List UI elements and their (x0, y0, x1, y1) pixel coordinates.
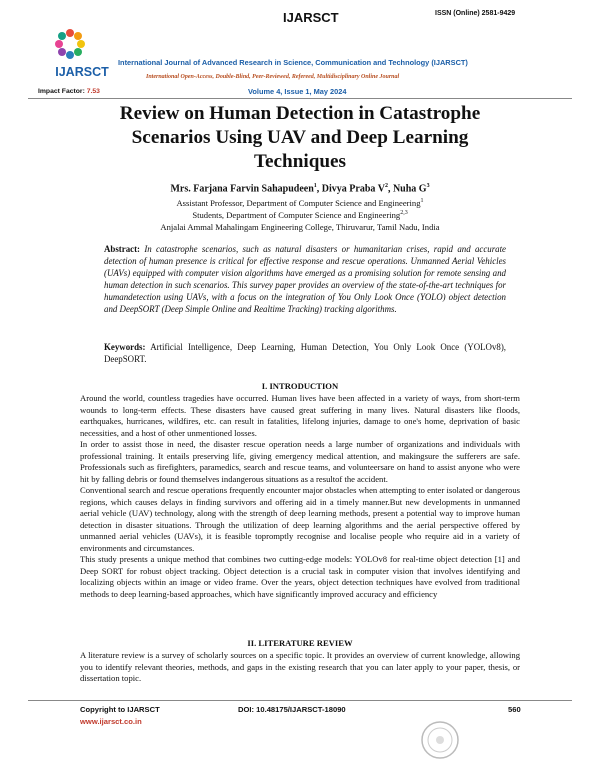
footer-doi[interactable]: DOI: 10.48175/IJARSCT-18090 (238, 705, 346, 714)
logo-wordmark: IJARSCT (55, 65, 109, 79)
author-name: Divya Praba V (321, 183, 385, 195)
footer-divider (28, 700, 572, 701)
paper-title (60, 102, 540, 174)
journal-name: International Journal of Advanced Research in Science, Communication and Technology (IJARSCT) (118, 58, 468, 67)
volume-issue: Volume 4, Issue 1, May 2024 (248, 87, 347, 96)
impact-factor-label: Impact Factor: (38, 88, 85, 95)
paragraph: This study presents a unique method that combines two cutting-edge models: YOLOv8 for real-time object detection [1] and Deep SORT for robust object tracking. Object detection is a crucial task in computer vision that involves identifying and localizing objects within an image or video frame. Over the years, object detection techniques have evolved from traditional methods to deep learning-based approaches, which have significantly improved accuracy and efficiency (80, 554, 520, 599)
footer-website-link[interactable]: www.ijarsct.co.in (80, 717, 142, 726)
abstract-text: In catastrophe scenarios, such as natural disasters or humanitarian crises, rapid and accurate detection of human presence is critical for effective response and rescue operations. Unmanned Aerial Vehicles (UAVs) equipped with computer vision algorithms have emerged as a promising solution for remote sensing and human detection in such scenarios. This survey paper provides an overview of the state-of-the-art techniques for humandetection using UAVs, with a focus on the integration of You Only Look Once (YOLO) object detection and DeepSORT (Deep Simple Online and Realtime Tracking) tracking algorithms. (104, 244, 506, 315)
section-heading: I. INTRODUCTION (261, 381, 339, 391)
authors: Mrs. Farjana Farvin Sahapudeen$^1$, Divya Praba $V^2$, Nuha $G^3$ (170, 183, 430, 195)
keywords (104, 341, 506, 365)
journal-brand: IJARSCT (283, 10, 339, 25)
impact-factor-value: 7.53 (86, 88, 100, 95)
introduction-body (80, 393, 520, 600)
footer-copyright: Copyright to IJARSCT (80, 705, 160, 714)
author-name: Mrs. Farjana Farvin Sahapudeen (170, 183, 314, 195)
title-line: Scenarios Using UAV and Deep Learning (131, 127, 469, 148)
impact-factor (38, 88, 100, 95)
open-access-line: International Open-Access, Double-Blind, Peer-Reviewed, Refereed, Multidisciplinary Online Journal (146, 74, 400, 80)
issn: ISSN (Online) 2581-9429 (435, 10, 516, 17)
title-line: Review on Human Detection in Catastrophe (119, 103, 481, 124)
affiliation: Assistant Professor, Department of Computer Science and Engineering$^1$ (176, 198, 424, 208)
section-heading: II. LITERATURE REVIEW (247, 638, 353, 648)
paragraph: Around the world, countless tragedies have occurred. Human lives have been affected in a variety of ways, from short-term wounds to long-term effects. These disasters have caused great suffering in many lives. Natural disasters like floods, earthquakes, hurricanes, wildfires, etc. can result in fatalities, lifelong injuries, damage to one's home, deprivation of basic necessities, and a host of other unmentioned losses. (80, 393, 520, 438)
title-line: Techniques (253, 151, 347, 172)
abstract-label: Abstract: (104, 244, 140, 254)
paragraph: Conventional search and rescue operations frequently encounter major obstacles when attempting to enter isolated or dangerous regions, which causes delays in finding survivors and offering aid in a timely manner.But new developments in unmanned aerial vehicle (UAV) technology, along with the strength of deep learning methods, present a potential way to improve human detection in disaster situations. Through the utilization of deep learning algorithms and the aerial perspective offered by unmanned aerial vehicles (UAVs), it is feasible topromptly recognise and localise people who require aid in a variety of environments and circumstances. (80, 485, 520, 553)
keywords-label: Keywords: (104, 342, 146, 352)
literature-review-body (80, 650, 520, 685)
affiliation: Students, Department of Computer Science and Engineering$^{2,3}$ (192, 210, 408, 220)
page-number: 560 (508, 705, 521, 714)
paragraph: A literature review is a survey of scholarly sources on a specific topic. It provides an overview of current knowledge, allowing you to identify relevant theories, methods, and gaps in the existing research that you can later apply to your paper, thesis, or dissertation topic. (80, 650, 520, 683)
abstract (104, 243, 506, 316)
paragraph: In order to assist those in need, the disaster rescue operation needs a large number of organizations and individuals with professional training. It entails preserving life, giving emergency medical attention, and makingsure the sufferers are safe. Professionals such as firefighters, paramedics, search and rescue teams, and volunteersare on hand to assist anyone who were hit by falling debris or found themselves indangerous situations as a resultof the accident. (80, 439, 520, 484)
affiliation: Anjalai Ammal Mahalingam Engineering College, Thiruvarur, Tamil Nadu, India (160, 222, 440, 232)
journal-seal-icon (420, 720, 460, 760)
author-name: Nuha G (392, 183, 427, 195)
keywords-text: Artificial Intelligence, Deep Learning, Human Detection, You Only Look Once (YOLOv8), DeepSORT. (104, 342, 506, 365)
header-divider (28, 98, 572, 99)
